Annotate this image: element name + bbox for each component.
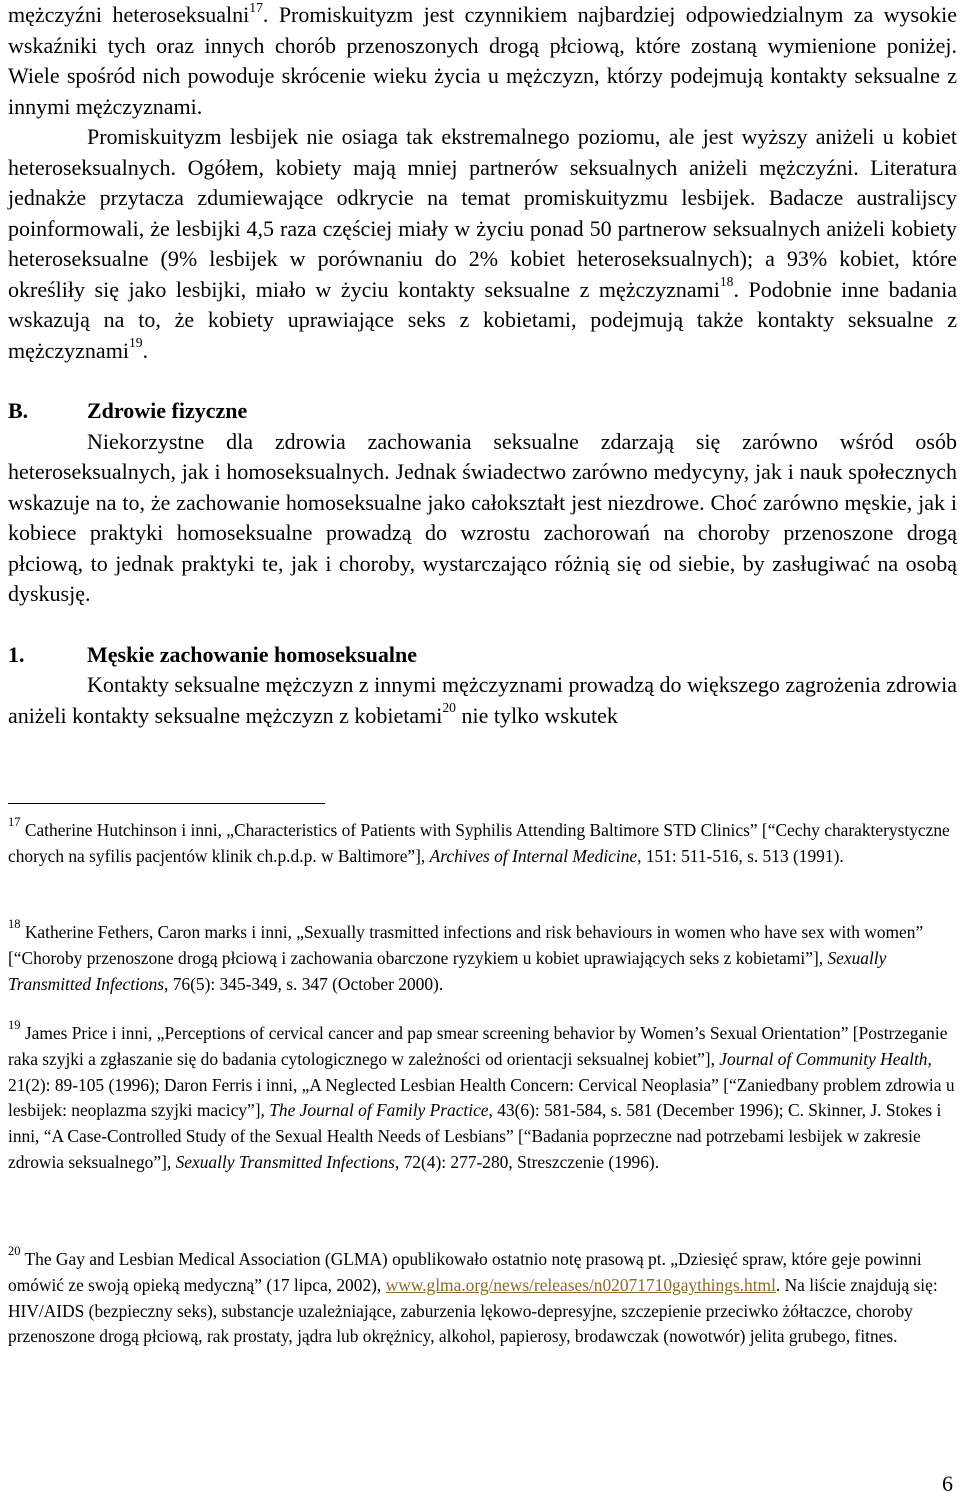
text-run: . Na liście znajdują się: HIV/AIDS (bezpieczny seks), substancje uzależniające, zaburzenia lękowo-depresyjne, szczepienie przeciwko żółtaczce, choroby przenoszone drogą płciową, rak prostaty, jądra lub okrężnicy, alkohol, papierosy, brodawczak (nowotwór) jelita grubego, fitnes.: [8, 1274, 938, 1347]
text-run: mężczyźni heteroseksualni: [8, 2, 250, 27]
text-run: , 43(6): 581-584, s. 581 (December 1996); C. Skinner, J. Stokes i inni, “A Case-Controlled Study of the Sexual Health Needs of Lesbians” [“Badania poprzeczne nad potrzebami lesbijek w zakresie zdrowia seksualnego”],: [8, 1100, 942, 1172]
text-run: Kontakty seksualne mężczyzn z innymi mężczyznami prowadzą do większego zagrożenia zdrowia aniżeli kontakty seksualne mężczyzn z kobietami: [8, 672, 957, 728]
paragraph-promiscuity-men: [8, 0, 957, 122]
section-title: Męskie zachowanie homoseksualne: [87, 641, 417, 667]
section-title: Zdrowie fizyczne: [87, 398, 248, 423]
text-run: . Podobnie inne badania wskazują na to, że kobiety uprawiające seks z kobietami, podejmują także kontakty seksualne z mężczyznami: [8, 276, 957, 363]
text-run: Catherine Hutchinson i inni, „Characteristics of Patients with Syphilis Attending Baltimore STD Clinics” [“Cechy charakterystyczne chorych na syfilis pacjentów klinik ch.p.d.p. w Baltimore”],: [8, 820, 950, 866]
journal-title: Sexually Transmitted Infections: [8, 947, 887, 994]
footnote-number: 20: [8, 1244, 21, 1259]
footnote-20: [8, 1244, 957, 1350]
text-run: . Promiskuityzm jest czynnikiem najbardziej odpowiedzialnym za wysokie wskaźniki tych oraz innych chorób przenoszonych drogą płciową, które zostaną wymienione poniżej. Wiele spośród nich powoduje skrócenie wieku życia u mężczyzn, którzy podejmują kontakty seksualne z innymi mężczyznami.: [8, 2, 957, 119]
section-number: B.: [8, 398, 29, 423]
footnote-number: 18: [8, 917, 21, 932]
footnote-number: 17: [8, 815, 21, 830]
page-number: 6: [942, 1471, 953, 1496]
glma-link[interactable]: www.glma.org/news/releases/n02071710gaythings.html: [385, 1274, 776, 1295]
text-run: , 151: 511-516, s. 513 (1991).: [637, 845, 844, 866]
footnote-ref-19[interactable]: 19: [128, 335, 143, 351]
journal-title: Journal of Community Health: [719, 1048, 928, 1069]
text-run: The Gay and Lesbian Medical Association (GLMA) opublikowało ostatnio notę prasową pt. „Dziesięć spraw, które geje powinni omówić ze swoją opieką medyczną” (17 lipca, 2002),: [8, 1249, 922, 1295]
footnote-number: 19: [8, 1018, 21, 1033]
text-run: Promiskuityzm lesbijek nie osiaga tak ekstremalnego poziomu, ale jest wyższy aniżeli u kobiet heteroseksualnych. Ogółem, kobiety mają mniej partnerów seksualnych aniżeli mężczyźni. Literatura jednakże przytacza zdumiewające odkrycie na temat promiskuityzmu lesbijek. Badacze australijscy poinformowali, że lesbijki 4,5 raza częściej miały w życiu ponad 50 partnerow seksualnych aniżeli kobiety heteroseksualne (9% lesbijek w porównaniu do 2% kobiet heteroseksualnych); a 93% kobiet, które określiły się jako lesbijki, miało w życiu kontakty seksualne z mężczyznami: [8, 124, 957, 302]
footnote-ref-20[interactable]: 20: [442, 700, 456, 716]
page-content: [8, 0, 957, 731]
journal-title: Sexually Transmitted Infections: [175, 1151, 395, 1172]
footnote-separator: [8, 803, 325, 804]
text-run: , 72(4): 277-280, Streszczenie (1996).: [394, 1151, 660, 1172]
journal-title: The Journal of Family Practice: [269, 1100, 489, 1121]
journal-title: Archives of Internal Medicine: [429, 845, 638, 866]
footnote-ref-18[interactable]: 18: [719, 274, 734, 290]
footnote-19: [8, 1018, 957, 1176]
footnote-ref-17[interactable]: 17: [249, 0, 263, 15]
text-run: , 76(5): 345-349, s. 347 (October 2000).: [164, 973, 444, 994]
paragraph-physical-health: Niekorzystne dla zdrowia zachowania seksualne zdarzają się zarówno wśród osób heteroseksualnych, jak i homoseksualnych. Jednak świadectwo zarówno medycyny, jak i nauk społecznych wskazuje na to, że zachowanie homoseksualne jako całokształt jest niezdrowe. Choć zarówno męskie, jak i kobiece praktyki homoseksualne prowadzą do wzrostu zachorowań na choroby przenoszone drogą płciową, to jednak praktyki te, jak i choroby, wystarczająco różnią się od siebie, by zasługiwać na osobą dyskusję.: [8, 428, 957, 606]
paragraph-promiscuity-lesbians: [8, 122, 957, 366]
footnote-17: [8, 815, 957, 870]
section-heading-b: [8, 396, 957, 427]
text-run: nie tylko wskutek: [455, 702, 618, 728]
text-run: James Price i inni, „Perceptions of cervical cancer and pap smear screening behavior by Women’s Sexual Orientation” [Postrzeganie raka szyjki a zgłaszanie się do badania cytologicznego w zależności od orientacji seksualnej kobiet”],: [8, 1023, 948, 1069]
footnote-18: [8, 917, 957, 997]
section-heading-1: [8, 640, 957, 671]
text-run: .: [142, 337, 149, 363]
text-run: Katherine Fethers, Caron marks i inni, „Sexually trasmitted infections and risk behaviours in women who have sex with women” [“Choroby przenoszone drogą płciową i zachowania obarczone ryzykiem u kobiet uprawiających seks z kobietami”],: [8, 922, 924, 968]
text-run: , 21(2): 89-105 (1996); Daron Ferris i inni, „A Neglected Lesbian Health Concern: Cervical Neoplasia” [“Zaniedbany problem zdrowia u lesbijek: neoplazma szyjki macicy”],: [8, 1048, 955, 1121]
section-number: 1.: [8, 641, 25, 667]
paragraph-male-homosexual-behavior: [8, 670, 957, 731]
